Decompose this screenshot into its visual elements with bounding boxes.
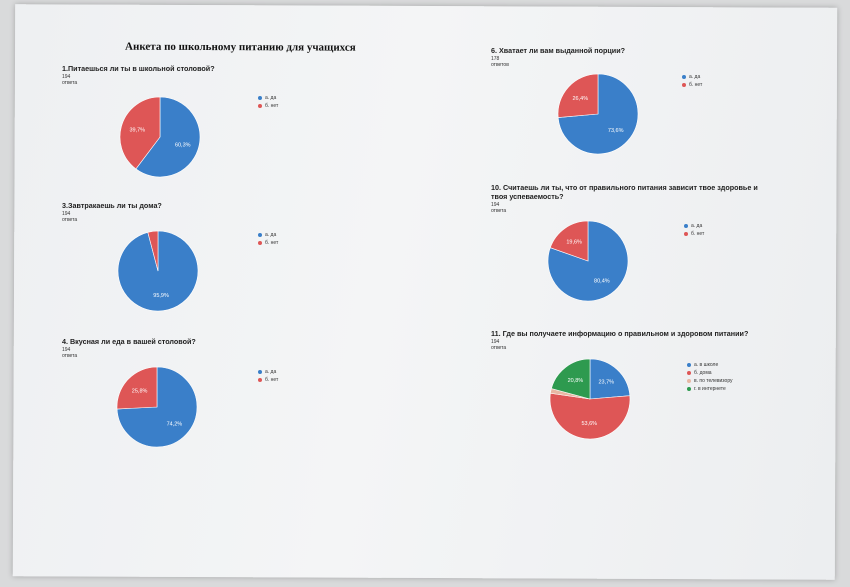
legend-swatch [682, 83, 686, 87]
legend-swatch [687, 363, 691, 367]
legend-swatch [687, 387, 691, 391]
legend-label: в. по телевизору [694, 378, 733, 384]
pie-chart [548, 357, 632, 441]
legend-item [258, 239, 278, 247]
slice-label: 25,8% [131, 388, 148, 395]
slice-label: 26,4% [572, 95, 589, 102]
document-title: Анкета по школьному питанию для учащихся [125, 40, 356, 54]
legend [258, 231, 278, 247]
legend-item [258, 376, 278, 384]
response-count: 194 ответа [62, 211, 78, 223]
legend-item [258, 94, 278, 102]
question-title: 3.Завтракаешь ли ты дома? [62, 201, 162, 210]
slice-label: 53,6% [581, 420, 598, 427]
legend-label: а. в школе [694, 362, 719, 368]
legend-label: а. да [265, 95, 277, 101]
question-title: 10. Считаешь ли ты, что от правильного питания зависит твое здоровье и твоя успеваемость? [491, 183, 758, 201]
legend [684, 222, 704, 238]
slice-label: 73,6% [607, 128, 624, 135]
slice-label: 60,3% [174, 142, 191, 149]
legend [682, 73, 702, 89]
response-count: 194 ответа [491, 202, 507, 214]
slice-label: 95,9% [153, 292, 169, 299]
legend-label: г. в интернете [694, 386, 726, 392]
legend-item [684, 222, 704, 230]
pie-chart [556, 72, 640, 156]
legend-label: а. да [689, 74, 701, 80]
question-title: 6. Хватает ли вам выданной порции? [491, 46, 626, 55]
legend-item [687, 385, 733, 393]
legend-label: б. нет [689, 82, 703, 88]
legend [687, 361, 733, 393]
legend-swatch [684, 224, 688, 228]
response-count: 194 ответа [62, 347, 78, 359]
legend-item [258, 102, 278, 110]
pie-chart [546, 219, 630, 303]
legend-label: б. дома [694, 370, 712, 376]
legend-label: б. нет [265, 240, 279, 246]
question-title: 11. Где вы получаете информацию о правильном и здоровом питании? [491, 329, 749, 338]
question-title: 1.Питаешься ли ты в школьной столовой? [62, 64, 215, 73]
legend-item [682, 73, 702, 81]
legend-item [687, 361, 733, 369]
legend-swatch [258, 233, 262, 237]
legend-swatch [258, 104, 262, 108]
response-count: 178 ответов [491, 56, 509, 68]
slice-label: 74,2% [166, 421, 183, 428]
legend-label: б. нет [265, 103, 279, 109]
legend-label: а. да [265, 369, 277, 375]
response-count: 194 ответа [62, 74, 78, 86]
legend-label: а. да [265, 232, 277, 238]
legend-item [687, 377, 733, 385]
response-count: 194 ответа [491, 339, 507, 351]
legend-label: а. да [691, 223, 703, 229]
slice-label: 39,7% [129, 127, 146, 134]
slice-label: 19,6% [566, 239, 582, 246]
legend-label: б. нет [691, 231, 705, 237]
legend-swatch [684, 232, 688, 236]
legend-swatch [258, 370, 262, 374]
legend-item [687, 369, 733, 377]
pie-slice [550, 393, 630, 439]
slice-label: 20,8% [567, 377, 584, 384]
slice-label: 23,7% [598, 379, 615, 386]
legend-swatch [258, 241, 262, 245]
pie-chart [115, 365, 199, 449]
legend [258, 94, 278, 110]
legend-swatch [258, 96, 262, 100]
slice-label: 80,4% [594, 278, 610, 285]
legend-swatch [687, 371, 691, 375]
legend-swatch [682, 75, 686, 79]
pie-chart [116, 229, 200, 313]
legend-item [258, 368, 278, 376]
legend-item [258, 231, 278, 239]
legend-label: б. нет [265, 377, 279, 383]
legend [258, 368, 278, 384]
pie-chart [118, 95, 202, 179]
legend-swatch [258, 378, 262, 382]
legend-item [684, 230, 704, 238]
legend-swatch [687, 379, 691, 383]
question-title: 4. Вкусная ли еда в вашей столовой? [62, 337, 196, 346]
legend-item [682, 81, 702, 89]
